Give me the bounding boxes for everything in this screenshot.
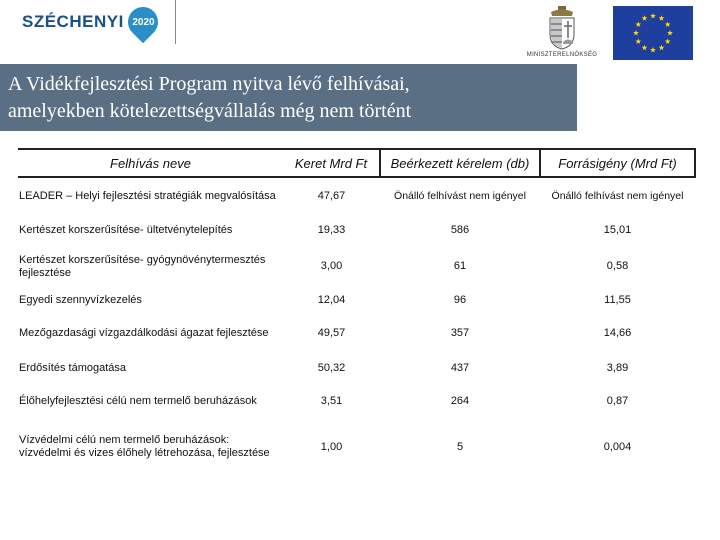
- title-line-1: A Vidékfejlesztési Program nyitva lévő felhívásai,: [8, 73, 410, 95]
- cell-name: Vízvédelmi célú nem termelő beruházások: vízvédelmi és vizes élőhely létrehozása, fejlesztése: [19, 434, 270, 459]
- eu-star-icon: [635, 39, 641, 44]
- szechenyi-logo-text: SZÉCHENYI: [22, 12, 124, 31]
- cell-name: Erdősítés támogatása: [19, 361, 127, 374]
- col-header-name: Felhívás neve: [110, 155, 191, 171]
- cell-kerelem: 357: [450, 327, 470, 339]
- cell-keret: 50,32: [317, 361, 346, 374]
- cell-kerelem: Önálló felhívást nem igényel: [394, 190, 526, 202]
- eu-star-icon: [659, 45, 665, 50]
- cell-kerelem: 264: [450, 394, 470, 407]
- ministry-label: MINISZTERELNÖKSÉG: [526, 52, 598, 58]
- cell-forras: 0,87: [606, 394, 629, 407]
- szechenyi-pin-icon: [122, 1, 164, 43]
- eu-star-icon: [665, 22, 671, 27]
- calls-table: [18, 148, 696, 473]
- cell-forras: Önálló felhívást nem igényel: [551, 190, 684, 202]
- col-header-kerelem: Beérkezett kérelem (db): [380, 149, 540, 177]
- table-row: [18, 245, 695, 288]
- cell-forras: 0,58: [606, 260, 629, 272]
- szechenyi-year: 2020: [131, 16, 154, 28]
- eu-star-icon: [642, 45, 648, 50]
- table-row: [18, 312, 695, 355]
- table-row: [18, 215, 695, 245]
- cell-keret: 1,00: [320, 440, 343, 453]
- eu-star-icon: [650, 13, 656, 18]
- cell-kerelem: 96: [453, 293, 467, 306]
- cell-keret: 12,04: [317, 293, 346, 306]
- cell-keret: 47,67: [317, 190, 346, 202]
- eu-stars: [613, 6, 693, 60]
- cell-forras: 15,01: [603, 223, 632, 236]
- header-divider: [175, 0, 176, 44]
- eu-star-icon: [635, 22, 641, 27]
- table-row: [18, 288, 695, 312]
- title-line-2: amelyekben kötelezettségvállalás még nem történt: [8, 100, 412, 122]
- cell-forras: 0,004: [603, 440, 632, 453]
- cell-name: Egyedi szennyvízkezelés: [19, 293, 142, 306]
- eu-star-icon: [650, 47, 656, 52]
- eu-star-icon: [667, 30, 673, 35]
- eu-star-icon: [659, 15, 665, 20]
- title-box: [0, 64, 577, 131]
- col-header-forras: Forrásigény (Mrd Ft): [540, 149, 695, 177]
- cell-kerelem: 586: [450, 223, 470, 236]
- table-header-row: [18, 149, 695, 177]
- eu-star-icon: [665, 39, 671, 44]
- cell-name: Mezőgazdasági vízgazdálkodási ágazat fejlesztése: [19, 327, 269, 339]
- cell-name: LEADER – Helyi fejlesztési stratégiák megvalósítása: [19, 190, 276, 202]
- cell-kerelem: 61: [453, 260, 467, 272]
- cell-keret: 3,51: [320, 394, 343, 407]
- eu-star-icon: [642, 15, 648, 20]
- ministry-logo: [522, 6, 602, 62]
- cell-keret: 3,00: [320, 260, 343, 272]
- table-row: [18, 421, 695, 473]
- eu-star-icon: [633, 30, 639, 35]
- table-row: [18, 381, 695, 421]
- cell-forras: 3,89: [606, 361, 629, 374]
- cell-name: Kertészet korszerűsítése- ültetvénytelepítés: [19, 223, 233, 236]
- table-row: [18, 177, 695, 215]
- cell-keret: 49,57: [317, 327, 346, 339]
- cell-kerelem: 5: [456, 440, 464, 453]
- eu-flag-icon: [613, 6, 693, 60]
- szechenyi-2020-logo: [22, 2, 158, 42]
- cell-keret: 19,33: [317, 223, 346, 236]
- cell-forras: 11,55: [604, 293, 631, 306]
- table-row: [18, 355, 695, 381]
- cell-name: Élőhelyfejlesztési célú nem termelő beruházások: [19, 394, 257, 407]
- cell-name: Kertészet korszerűsítése- gyógynövénytermesztés fejlesztése: [19, 253, 266, 279]
- col-header-keret: Keret Mrd Ft: [294, 155, 368, 171]
- cell-forras: 14,66: [603, 327, 632, 339]
- cell-kerelem: 437: [450, 361, 470, 374]
- hungarian-coat-of-arms-icon: [545, 6, 579, 50]
